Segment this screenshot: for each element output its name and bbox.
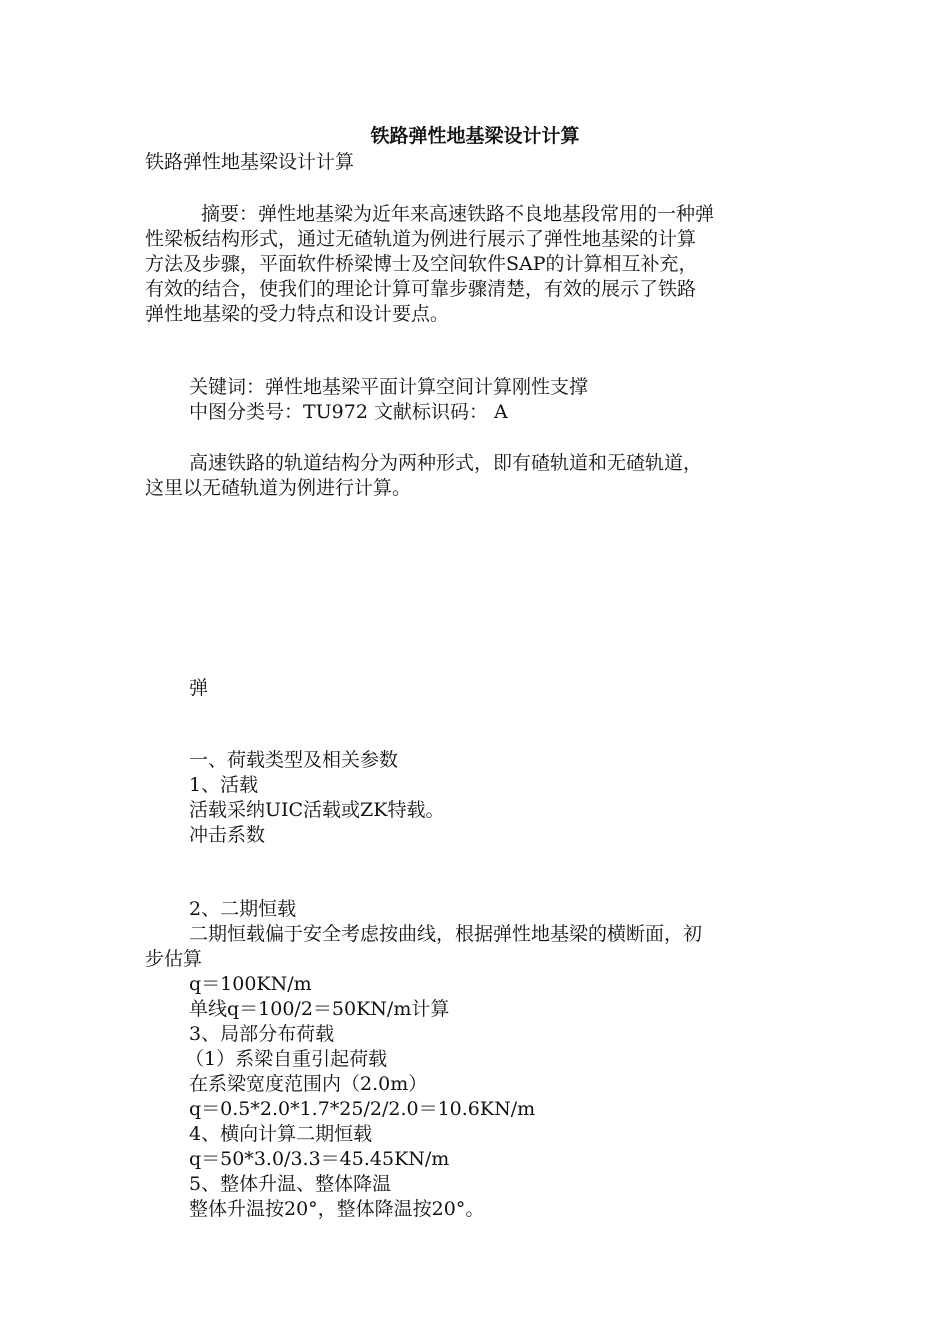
item-text: 整体升温按20°，整体降温按20°。 (189, 1198, 485, 1220)
item-heading: 5、整体升温、整体降温 (189, 1173, 392, 1195)
formula-line: 单线q＝100/2＝50KN/m计算 (189, 998, 450, 1020)
abstract-line: 有效的结合，使我们的理论计算可靠步骤清楚，有效的展示了铁路 (145, 278, 697, 300)
item-text: 在系梁宽度范围内（2.0m） (189, 1073, 428, 1095)
formula-line: q＝100KN/m (189, 973, 312, 995)
section-heading: 一、荷载类型及相关参数 (189, 749, 399, 771)
item-text: 活载采纳UIC活载或ZK特载。 (189, 799, 445, 821)
classification-line: 中图分类号：TU972 文献标识码： A (189, 401, 508, 423)
intro-line: 高速铁路的轨道结构分为两种形式，即有碴轨道和无碴轨道， (189, 452, 703, 474)
fragment-text: 弹 (189, 677, 209, 699)
abstract-line: 性梁板结构形式，通过无碴轨道为例进行展示了弹性地基梁的计算 (145, 228, 697, 250)
item-heading: 1、活载 (189, 774, 259, 796)
item-text: 步估算 (145, 948, 203, 970)
document-title: 铁路弹性地基梁设计计算 (370, 125, 580, 147)
abstract-line: 弹性地基梁的受力特点和设计要点。 (145, 303, 450, 325)
abstract-line: 方法及步骤，平面软件桥梁博士及空间软件SAP的计算相互补充， (145, 253, 698, 275)
item-subheading: （1）系梁自重引起荷载 (185, 1048, 388, 1070)
item-text: 二期恒载偏于安全考虑按曲线，根据弹性地基梁的横断面，初 (189, 923, 703, 945)
abstract-line: 摘要：弹性地基梁为近年来高速铁路不良地基段常用的一种弹 (201, 203, 715, 225)
keywords-line: 关键词：弹性地基梁平面计算空间计算刚性支撑 (189, 376, 589, 398)
document-subtitle: 铁路弹性地基梁设计计算 (145, 151, 355, 173)
intro-line: 这里以无碴轨道为例进行计算。 (145, 477, 412, 499)
formula-line: q＝50*3.0/3.3＝45.45KN/m (189, 1148, 450, 1170)
item-heading: 2、二期恒载 (189, 898, 297, 920)
item-heading: 3、局部分布荷载 (189, 1023, 335, 1045)
item-text: 冲击系数 (189, 824, 266, 846)
formula-line: q＝0.5*2.0*1.7*25/2/2.0＝10.6KN/m (189, 1098, 536, 1120)
item-heading: 4、横向计算二期恒载 (189, 1123, 373, 1145)
